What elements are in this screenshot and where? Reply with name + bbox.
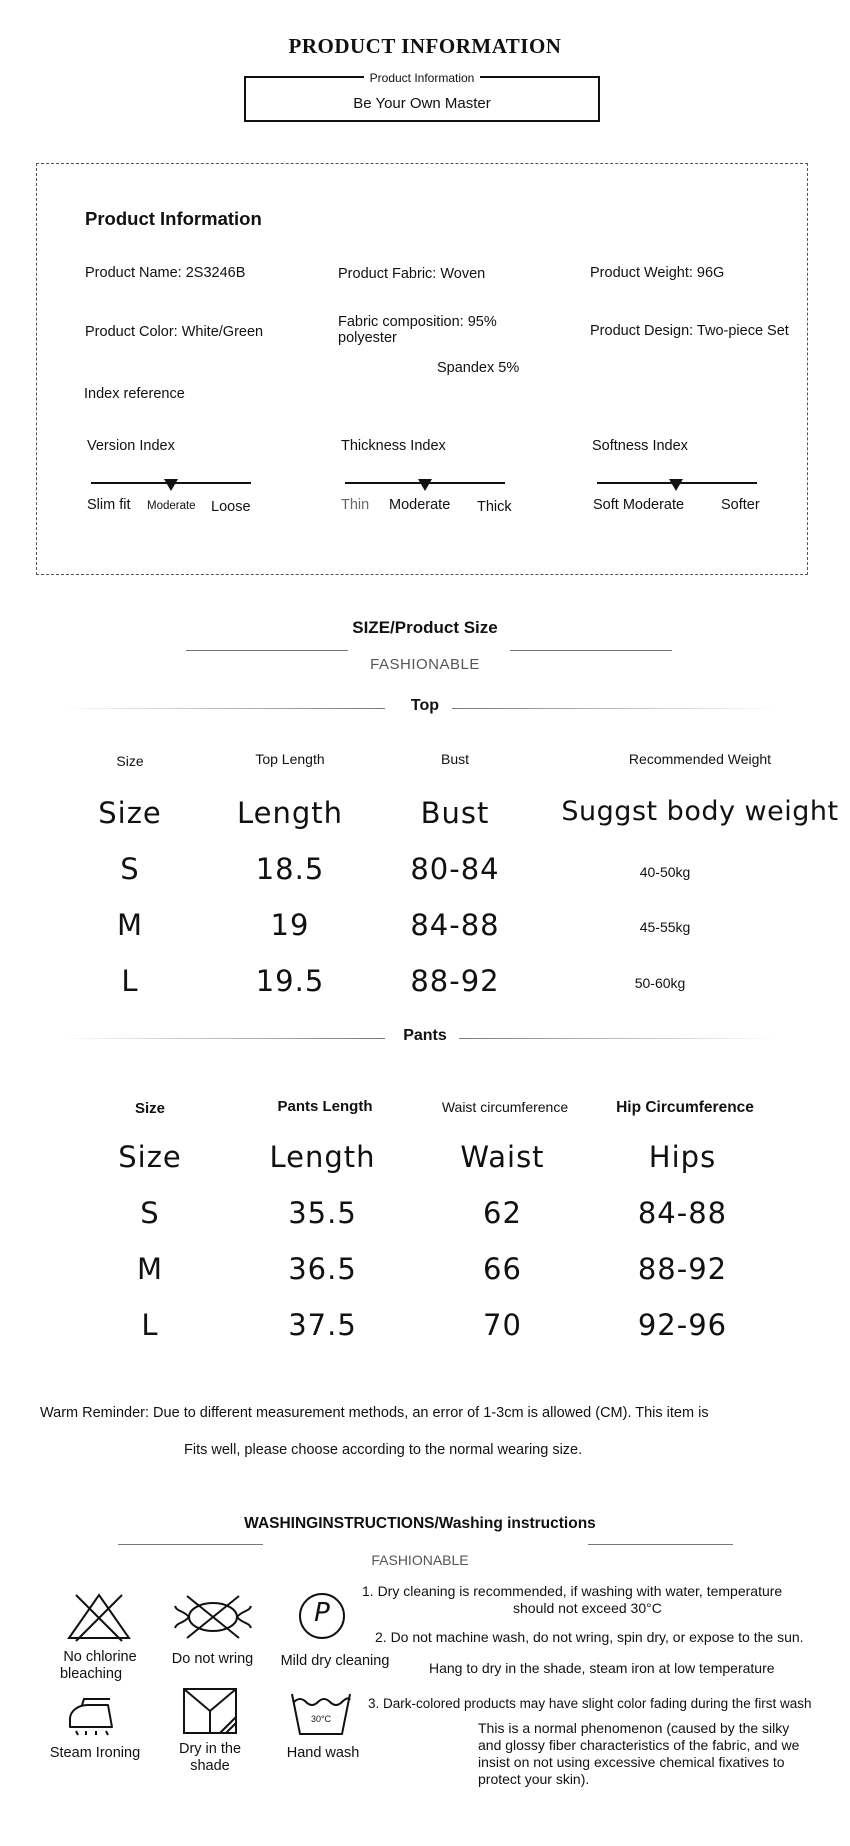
size-section-subtitle: FASHIONABLE [370,656,480,673]
steam-iron-icon [66,1697,122,1737]
steam-iron-label: Steam Ironing [49,1745,141,1761]
pants-cell-length: 35.5 [288,1196,357,1230]
top-header-size: Size [116,753,144,769]
do-not-wring-icon [173,1594,253,1640]
size-title-line-left [186,650,348,651]
header-box-label: Product Information [364,71,481,85]
instruction-2-line1: 2. Do not machine wash, do not wring, spin dry, or expose to the sun. [375,1629,804,1645]
thickness-index-label-thick: Thick [477,499,512,515]
top-header-length: Top Length [255,751,325,767]
version-index-title: Version Index [87,438,175,454]
instruction-1-line2: should not exceed 30°C [513,1600,662,1616]
mild-dry-clean-label: Mild dry cleaning [280,1653,390,1669]
do-not-wring-label: Do not wring [171,1651,254,1667]
top-cell-weight: 50-60kg [634,975,686,991]
pants-cell-size: M [136,1252,164,1286]
product-fabric: Product Fabric: Woven [338,266,486,282]
header-box [244,71,600,122]
header-slogan: Be Your Own Master [353,95,491,112]
size-section-title: SIZE/Product Size [352,618,498,637]
thickness-index-label-moderate: Moderate [389,497,451,513]
top-col-length: Length [236,796,344,830]
product-design: Product Design: Two-piece Set [590,323,789,339]
pants-header-size: Size [134,1100,165,1117]
product-name: Product Name: 2S3246B [85,265,246,281]
top-header-bust: Bust [440,751,469,767]
page-title: PRODUCT INFORMATION [288,34,562,58]
top-col-size: Size [98,796,162,830]
pants-col-hips: Hips [648,1140,717,1174]
dry-in-shade-label-line2: shade [190,1758,230,1774]
pants-cell-length: 36.5 [288,1252,357,1286]
instruction-2-line2: Hang to dry in the shade, steam iron at low temperature [429,1660,775,1676]
thickness-index-title: Thickness Index [341,438,446,454]
top-col-weight: Suggst body weight [561,796,839,827]
pants-col-length: Length [269,1140,376,1174]
top-cell-bust: 84-88 [410,908,500,942]
instruction-3-line4: insist on not using excessive chemical fixatives to [478,1754,785,1770]
instruction-1-line1: 1. Dry cleaning is recommended, if washing with water, temperature [362,1583,783,1599]
dry-in-shade-label-line1: Dry in the [178,1741,242,1757]
warm-reminder-line2: Fits well, please choose according to the normal wearing size. [184,1442,583,1458]
mild-dry-clean-glyph: P [314,1598,330,1628]
size-title-line-right [510,650,672,651]
top-cell-length: 19.5 [255,964,325,998]
top-cell-weight: 45-55kg [639,919,691,935]
pants-header-waist: Waist circumference [441,1099,569,1115]
washing-title-line-right [588,1544,733,1545]
top-cell-bust: 80-84 [410,852,500,886]
fabric-composition-line1: Fabric composition: 95% [338,314,497,330]
instruction-3-line1: 3. Dark-colored products may have slight color fading during the first wash [368,1696,812,1711]
top-cell-size: S [120,852,140,886]
pants-heading: Pants [391,1027,459,1044]
pants-col-size: Size [118,1140,182,1174]
top-cell-size: L [121,964,139,998]
dry-in-shade-icon [180,1687,240,1735]
no-chlorine-label-line1: No chlorine [63,1649,137,1665]
pants-header-length: Pants Length [277,1098,373,1115]
version-index-label-loose: Loose [211,499,251,515]
softness-index-label-soft-moderate: Soft Moderate [593,497,685,513]
softness-index-title: Softness Index [592,438,688,454]
version-index-label-moderate: Moderate [147,500,196,512]
fabric-composition-line3: Spandex 5% [437,360,520,376]
fabric-composition-line2: polyester [338,330,397,346]
product-info-heading: Product Information [85,208,262,229]
top-cell-bust: 88-92 [410,964,500,998]
warm-reminder-line1: Warm Reminder: Due to different measurement methods, an error of 1-3cm is allowed (CM). This item is [40,1405,709,1421]
product-color: Product Color: White/Green [85,324,264,340]
pants-cell-hips: 92-96 [637,1308,728,1342]
version-index-label-slim: Slim fit [87,497,131,513]
top-col-bust: Bust [420,796,490,830]
version-index-marker [164,479,178,491]
no-chlorine-bleach-icon [66,1592,132,1642]
washing-section-title: WASHINGINSTRUCTIONS/Washing instructions [244,1515,596,1532]
product-info-panel [36,163,808,575]
pants-cell-length: 37.5 [288,1308,357,1342]
top-heading: Top [399,697,451,714]
no-chlorine-label-line2: bleaching [59,1666,123,1682]
pants-cell-size: L [141,1308,159,1342]
pants-cell-waist: 66 [483,1252,522,1286]
softness-index-marker [669,479,683,491]
hand-wash-label: Hand wash [286,1745,360,1761]
thickness-index-label-thin: Thin [341,497,370,513]
pants-cell-waist: 70 [483,1308,522,1342]
top-header-weight: Recommended Weight [628,751,772,767]
instruction-3-line5: protect your skin). [478,1771,590,1787]
pants-cell-size: S [140,1196,160,1230]
washing-section-subtitle: FASHIONABLE [371,1552,469,1568]
pants-header-hip: Hip Circumference [616,1099,754,1116]
washing-title-line-left [118,1544,263,1545]
product-weight: Product Weight: 96G [590,265,725,281]
top-cell-length: 18.5 [255,852,325,886]
index-reference: Index reference [84,386,185,402]
softness-index-label-softer: Softer [721,497,760,513]
instruction-3-line2: This is a normal phenomenon (caused by the silky [478,1720,790,1736]
instruction-3-line3: and glossy fiber characteristics of the fabric, and we [478,1737,800,1753]
thickness-index-marker [418,479,432,491]
top-cell-size: M [116,908,144,942]
hand-wash-icon [290,1690,352,1736]
top-cell-length: 19 [270,908,310,942]
pants-cell-hips: 88-92 [637,1252,728,1286]
pants-col-waist: Waist [460,1140,545,1174]
hand-wash-glyph: 30°C [310,1714,332,1724]
top-cell-weight: 40-50kg [639,864,691,880]
pants-cell-hips: 84-88 [637,1196,728,1230]
pants-cell-waist: 62 [483,1196,522,1230]
